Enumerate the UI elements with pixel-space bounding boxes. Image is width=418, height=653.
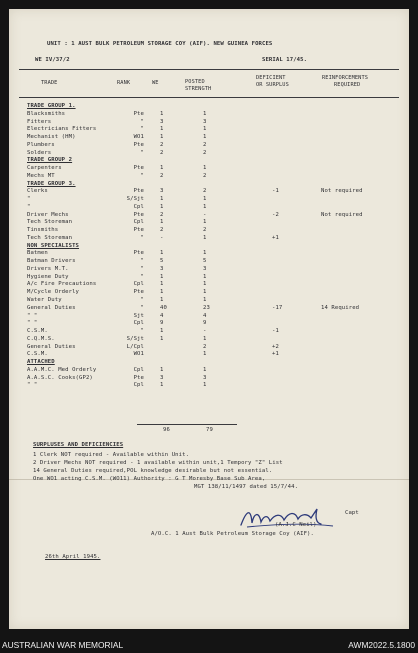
- row-posted: 3: [203, 118, 207, 125]
- row-rank: Pte: [133, 374, 144, 381]
- note-line: One WO1 acting C.S.M. (WO11) Authority : G T Moresby Base Sub Area,: [33, 476, 266, 482]
- row-trade: Tinsmiths: [27, 227, 59, 234]
- row-rank: Cpl: [133, 366, 144, 373]
- row-rank: Cpl: [133, 382, 144, 389]
- row-rank: ": [140, 265, 144, 272]
- row-we: 1: [160, 382, 164, 389]
- row-trade: Carpenters: [27, 165, 62, 172]
- row-rank: Sjt: [133, 312, 144, 319]
- row-rank: Cpl: [133, 320, 144, 327]
- row-trade: M/Cycle Orderly: [27, 289, 80, 296]
- group-heading-label: TRADE GROUP 3.: [27, 180, 76, 187]
- row-we: 1: [160, 126, 164, 133]
- col-rank: RANK: [117, 80, 131, 86]
- row-posted: 1: [203, 165, 207, 172]
- row-rank: Pte: [133, 289, 144, 296]
- row-rank: Pte: [133, 188, 144, 195]
- row-required: Not required: [321, 211, 363, 218]
- col-posted: POSTED: [185, 79, 205, 85]
- row-trade: General Duties: [27, 343, 76, 350]
- note-line: MGT 138/11/1497 dated 15/7/44.: [194, 484, 299, 490]
- row-posted: 1: [203, 196, 207, 203]
- row-posted: 23: [203, 304, 210, 311]
- row-trade: A.A.M.C. Med Orderly: [27, 366, 97, 373]
- total-posted: 79: [206, 427, 213, 433]
- row-we: 40: [160, 304, 167, 311]
- row-we: 1: [160, 110, 164, 117]
- row-posted: 1: [203, 273, 207, 280]
- group-heading-label: NON SPECIALISTS: [27, 242, 80, 249]
- row-rank: S/Sjt: [126, 335, 144, 342]
- row-posted: 1: [203, 134, 207, 141]
- row-required: 14 Required: [321, 304, 360, 311]
- row-trade: C.Q.M.S.: [27, 335, 55, 342]
- row-posted: 9: [203, 320, 207, 327]
- col-deficient: DEFICIENT: [256, 75, 286, 81]
- row-deficiency: +2: [272, 343, 279, 350]
- row-rank: L/Cpl: [126, 343, 144, 350]
- group-heading-label: ATTACHED: [27, 359, 55, 366]
- row-we: 2: [160, 149, 164, 156]
- row-rank: ": [140, 304, 144, 311]
- note-line: 1 Clerk NOT required - Available within Unit.: [33, 452, 190, 458]
- row-rank: ": [140, 234, 144, 241]
- unit-heading: UNIT : 1 AUST BULK PETROLEUM STORAGE COY (AIF). NEW GUINEA FORCES: [47, 41, 273, 47]
- row-deficiency: -1: [272, 328, 279, 335]
- row-trade: Driver Mechs: [27, 211, 69, 218]
- row-trade: ": [27, 196, 31, 203]
- row-rank: S/Sjt: [126, 196, 144, 203]
- row-deficiency: -1: [272, 188, 279, 195]
- row-trade: ": [27, 203, 31, 210]
- row-posted: -: [203, 328, 207, 335]
- row-posted: 2: [203, 227, 207, 234]
- col-we: WE: [152, 80, 159, 86]
- row-trade: C.S.M.: [27, 328, 48, 335]
- col-or-surplus: OR SURPLUS: [256, 82, 289, 88]
- row-trade: Tech Storeman: [27, 234, 73, 241]
- row-trade: A/c Fire Precautions: [27, 281, 97, 288]
- row-we: 3: [160, 265, 164, 272]
- notes-title: SURPLUSES AND DEFICIENCIES: [33, 442, 124, 448]
- row-trade: Tech Storeman: [27, 219, 73, 226]
- row-we: 1: [160, 134, 164, 141]
- header-rule-top: [19, 69, 399, 70]
- row-rank: Pte: [133, 250, 144, 257]
- row-we: 1: [160, 297, 164, 303]
- row-posted: 1: [203, 281, 207, 288]
- row-posted: 1: [203, 297, 207, 303]
- footer-accession: AWM2022.5.1800: [348, 640, 415, 650]
- row-we: 2: [160, 211, 164, 218]
- row-we: 1: [160, 219, 164, 226]
- row-posted: 5: [203, 258, 207, 265]
- row-required: Not required: [321, 188, 363, 195]
- row-trade: Clerks: [27, 188, 48, 195]
- group-heading-label: TRADE GROUP 1.: [27, 103, 76, 109]
- col-trade: TRADE: [41, 80, 58, 86]
- row-posted: 1: [203, 110, 207, 117]
- row-deficiency: -2: [272, 211, 279, 218]
- row-posted: 2: [203, 149, 207, 156]
- serial-number: SERIAL 17/45.: [262, 57, 308, 63]
- row-we: 2: [160, 227, 164, 234]
- row-trade: Batmen: [27, 250, 48, 257]
- row-we: 1: [160, 366, 164, 373]
- row-we: 1: [160, 328, 164, 335]
- signatory-name: (A.J.C Neil): [275, 522, 317, 528]
- row-we: 4: [160, 312, 164, 319]
- row-we: 5: [160, 258, 164, 265]
- row-trade: " ": [27, 382, 38, 389]
- row-we: 1: [160, 273, 164, 280]
- signatory-title: A/O.C. 1 Aust Bulk Petroleum Storage Coy (AIF).: [151, 531, 314, 537]
- row-posted: 1: [203, 289, 207, 296]
- row-we: 2: [160, 141, 164, 148]
- row-deficiency: -17: [272, 304, 283, 311]
- row-posted: 1: [203, 335, 207, 342]
- row-trade: Hygiene Duty: [27, 273, 69, 280]
- total-we: 96: [163, 427, 170, 433]
- header-rule-bottom: [19, 97, 399, 98]
- row-trade: Mechs MT: [27, 172, 55, 179]
- row-trade: A.A.S.C. Cooks(GP2): [27, 374, 93, 381]
- we-reference: WE IV/37/2: [35, 57, 70, 63]
- row-rank: WO1: [133, 351, 144, 358]
- row-deficiency: +1: [272, 234, 279, 241]
- row-posted: 1: [203, 203, 207, 210]
- row-rank: ": [140, 126, 144, 133]
- row-we: 3: [160, 188, 164, 195]
- col-strength: STRENGTH: [185, 86, 212, 92]
- row-posted: 1: [203, 126, 207, 133]
- row-we: 3: [160, 118, 164, 125]
- row-trade: Drivers M.T.: [27, 265, 69, 272]
- totals-rule: [137, 424, 237, 425]
- row-posted: 4: [203, 312, 207, 319]
- row-rank: Pte: [133, 110, 144, 117]
- row-we: 2: [160, 172, 164, 179]
- row-trade: Batman Drivers: [27, 258, 76, 265]
- row-rank: ": [140, 258, 144, 265]
- row-trade: General Duties: [27, 304, 76, 311]
- row-rank: Cpl: [133, 203, 144, 210]
- row-posted: -: [203, 211, 207, 218]
- row-posted: 1: [203, 234, 207, 241]
- row-trade: Blacksmiths: [27, 110, 66, 117]
- row-trade: " ": [27, 312, 38, 319]
- row-posted: 2: [203, 172, 207, 179]
- row-posted: 1: [203, 366, 207, 373]
- row-posted: 1: [203, 250, 207, 257]
- row-rank: Pte: [133, 165, 144, 172]
- row-rank: Pte: [133, 141, 144, 148]
- note-line: 14 General Duties required,POL knowledge desirable but not essential.: [33, 468, 273, 474]
- row-we: 9: [160, 320, 164, 327]
- row-deficiency: +1: [272, 351, 279, 358]
- row-posted: 1: [203, 219, 207, 226]
- note-line: 2 Driver Mechs NOT required - 1 available within unit,1 Tempory "Z" List: [33, 460, 283, 466]
- row-trade: Water Duty: [27, 297, 62, 303]
- row-posted: 2: [203, 188, 207, 195]
- row-posted: 3: [203, 265, 207, 272]
- row-posted: 2: [203, 141, 207, 148]
- row-rank: Cpl: [133, 281, 144, 288]
- footer-bar: [0, 636, 418, 653]
- row-rank: ": [140, 172, 144, 179]
- row-rank: ": [140, 297, 144, 303]
- row-rank: WO1: [133, 134, 144, 141]
- row-rank: ": [140, 328, 144, 335]
- row-trade: Plumbers: [27, 141, 55, 148]
- row-trade: " ": [27, 320, 38, 327]
- row-we: 3: [160, 374, 164, 381]
- row-posted: 2: [203, 343, 207, 350]
- row-trade: Mechanist (HM): [27, 134, 76, 141]
- row-we: 1: [160, 203, 164, 210]
- col-reinforcements: REINFORCEMENTS: [322, 75, 369, 81]
- row-trade: C.S.M.: [27, 351, 48, 358]
- document-date: 26th April 1945.: [45, 554, 101, 560]
- row-rank: ": [140, 118, 144, 125]
- row-we: -: [160, 234, 164, 241]
- row-rank: Pte: [133, 227, 144, 234]
- signatory-rank: Capt: [345, 510, 359, 516]
- row-posted: 3: [203, 374, 207, 381]
- footer-institution: AUSTRALIAN WAR MEMORIAL: [2, 640, 124, 650]
- document-page: [9, 9, 409, 629]
- row-we: 1: [160, 289, 164, 296]
- row-we: 1: [160, 335, 164, 342]
- row-trade: Solders: [27, 149, 52, 156]
- row-trade: Fitters: [27, 118, 52, 125]
- group-heading-label: TRADE GROUP 2: [27, 157, 73, 164]
- row-rank: Pte: [133, 211, 144, 218]
- row-rank: ": [140, 149, 144, 156]
- row-posted: 1: [203, 351, 207, 358]
- col-required: REQUIRED: [334, 82, 361, 88]
- row-we: 1: [160, 250, 164, 257]
- row-trade: Electricians Fitters: [27, 126, 97, 133]
- row-we: 1: [160, 165, 164, 172]
- row-rank: ": [140, 273, 144, 280]
- row-we: 1: [160, 196, 164, 203]
- row-posted: 1: [203, 382, 207, 389]
- row-rank: Cpl: [133, 219, 144, 226]
- row-we: 1: [160, 281, 164, 288]
